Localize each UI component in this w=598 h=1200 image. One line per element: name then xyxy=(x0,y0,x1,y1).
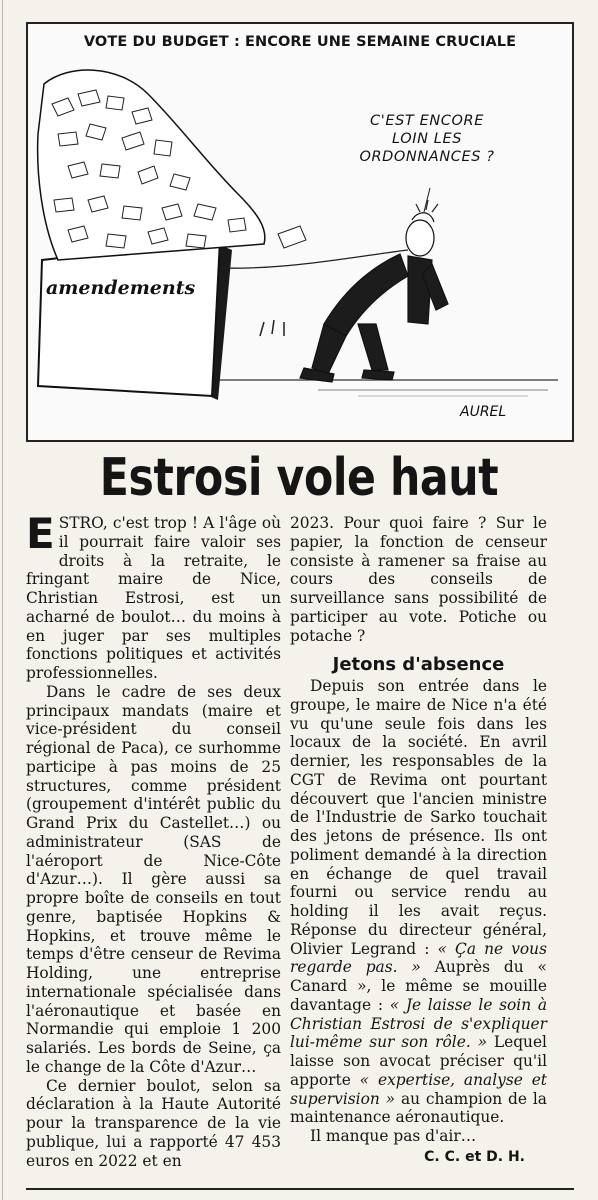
paragraph-4-mid: Auprès du « Canard », le même se mouille davantage : xyxy=(290,958,547,1014)
quote-2: « Je laisse le soin à Christian Estrosi de s'expliquer lui-même sur son rôle. » xyxy=(290,995,547,1052)
paragraph-2: Dans le cadre de ses deux principaux mandats (maire et vice-président du conseil régional de Paca), ce surhomme participe à pas moins de 25 structures, comme président (groupement d'intérêt public du Grand Prix du Castellet…) ou administrateur (SAS de l'aéroport de Nice-Côte d'Azur…). Il gère aussi sa propre boîte de conseils en tout genre, baptisée Hopkins & Hopkins, et trouve même le temps d'être censeur de Revima Holding, une entreprise internationale spécialisée dans l'aéronautique et basée en Normandie qui emploie 1 200 salariés. Les bords de Seine, ça le change de la Côte d'Azur… xyxy=(26,682,281,1076)
sign-board xyxy=(38,240,220,396)
paragraph-4-end: au champion de la maintenance aéronautique. xyxy=(290,1089,547,1127)
paragraph-1-text: STRO, c'est trop ! A l'âge où il pourrait faire valoir ses droits à la retraite, le fringant maire de Nice, Christian Estrosi, est un acharné de boulot… du moins à en juger par ses multiples fonctions politiques et activités professionnelles. xyxy=(26,514,281,682)
artist-signature: AUREL xyxy=(460,404,507,420)
cartoon-panel xyxy=(26,22,574,442)
paragraph-4-text: Depuis son entrée dans le groupe, le maire de Nice n'a été vu qu'une seule fois dans les locaux de la société. En avril dernier, les responsables de la CGT de Revima ont pourtant découvert que l'ancien ministre de l'Industrie de Sarko touchait des jetons de présence. Ils ont poliment demandé à la direction en échange de quel travail fourni ou service rendu au holding il les avait reçus. Réponse du directeur général, Olivier Legrand : xyxy=(290,677,547,958)
article-column-2 xyxy=(290,514,547,1167)
man-figure xyxy=(300,213,448,382)
paragraph-4 xyxy=(290,677,547,1127)
paragraph-5: Il manque pas d'air… xyxy=(310,1127,477,1145)
speech-line-1: C'EST ENCORE xyxy=(370,113,484,129)
article-headline: Estrosi vole haut xyxy=(99,448,499,508)
speech-line-3: ORDONNANCES ? xyxy=(359,149,495,165)
cartoon-banner: VOTE DU BUDGET : ENCORE UNE SEMAINE CRUCIALE xyxy=(83,34,517,50)
paragraph-1 xyxy=(26,509,281,683)
article-column-1 xyxy=(26,509,281,1170)
paragraph-3: Ce dernier boulot, selon sa déclaration à la Haute Autorité pour la transparence de la vie publique, lui a rapporté 47 453 euros en 2022 et en xyxy=(26,1076,281,1170)
sign-text: amendements xyxy=(46,277,196,299)
quote-1: « Ça ne vous regarde pas. » xyxy=(290,939,547,977)
paragraph-3-continued: 2023. Pour quoi faire ? Sur le papier, la fonction de censeur consiste à ramener sa fraise au cours des conseils de surveillance sans possibilité de participer au vote. Potiche ou potache ? xyxy=(290,514,547,645)
speech-bubble xyxy=(342,112,512,166)
page-edge-line xyxy=(2,0,3,1200)
quote-3: « expertise, analyse et supervision » xyxy=(290,1070,547,1108)
author-signature: C. C. et D. H. xyxy=(424,1148,525,1165)
drop-cap: E xyxy=(26,509,55,558)
bottom-rule xyxy=(26,1188,574,1190)
subheading: Jetons d'absence xyxy=(332,654,505,676)
cartoon-drawing xyxy=(28,24,572,440)
speech-line-2: LOIN LES xyxy=(391,131,463,147)
paragraph-4-mid2: Lequel laisse son avocat préciser qu'il apporte xyxy=(290,1033,547,1089)
